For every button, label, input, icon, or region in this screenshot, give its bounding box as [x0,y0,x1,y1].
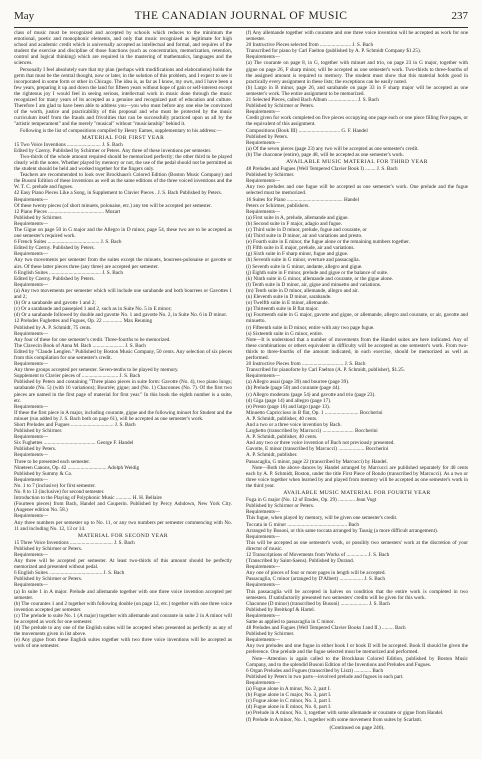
text-line: Published by Schirmer or Peters. [246,103,315,110]
text-line: (i) Seventh suite in G minor, andante, allegro and gigue. [246,263,363,270]
text-line: No. 1 to 7 (inclusive) for first semester. [14,482,96,489]
text-line: Introduction to the Playing of Polyphonic Music ............ H. H. Bellaire [14,495,162,502]
text-line: Any one of pieces of four or more pages in length will be accepted. [246,570,386,577]
text-line: Requirements— [246,208,280,215]
text-line: Published by Schirmer. [246,172,295,179]
text-line: Transcribed for pianoforte by Carl Faelton (A. P. Schmidt, publisher), $1.25. [246,367,405,374]
text-line: 15 Three Voice Inventions ................................. J. S. Bach [14,539,135,546]
text-line: (m) Tenth suite in D minor, allemande, allegro and air. [246,287,359,294]
text-line: Requirements— [14,476,48,483]
text-line: (a) The courante on page 8, in G, together with minuet and trio, on page 23 in G major, together with gigue on page 26, F sharp minor, will be accepted as one semester's work. Two-thirds to three-fourths of the assigned amount is required to memory. The student must show that this material holds good in practically every assignment in these lists; the exceptions can be easily noted. [246,60,468,85]
text-line: Teachers are recommended to look over Brockhaus's Colored Edition (Boston Music Company) and the Busoni Edition of these inventions as well as the same editions of the three voiced inventions and the W. T. C. prelude and fugues. [14,172,232,191]
text-line: And a two or a three voice invention by Bach. [246,422,342,428]
text-line: Published by Breitkopf & Hartel. [246,606,316,613]
text-line: Requirements— [246,178,280,185]
text-line: (f) Fifth suite in E major, prelude, air and variations. [246,245,355,252]
text-line: Requirements— [14,513,48,520]
text-line: (b) Prelude (page 50) and courante (page 44). [246,385,341,392]
text-line: Requirements— [14,251,48,258]
text-line: A. P. Schmidt, publisher. [246,452,298,459]
text-line: Compositions (Book III) ................................ G. F. Handel [246,127,368,134]
text-line: Fuga in G major (No. 12 of Etudes, Op. 29) ............. Jean Vogt [246,497,377,504]
text-line: Short Preludes and Fugues ................................. J. S. Bach [14,422,136,428]
text-line: Same as applied to passacaglia in C minor. [246,619,335,625]
text-line: (a) Any two movements per semester which will include one sarabande and both bourrees or Gavottes 1 and 2; [14,287,232,301]
text-line: A. P. Schmidt, publisher, 40 cents. [246,434,318,441]
text-line: Any two preludes and one fugue will be accepted as one semester's work. One prelude and the fugue selected must be memorized. [246,184,468,197]
text-line: Larghetto (transcribed by Marcucci) ........................ Boccherini [246,428,378,435]
text-line: Requirements— [246,139,280,146]
text-line: Any four of these for one semester's credit. Three-fourths to be memorized. [14,336,171,343]
text-line: 48 Preludes and Fugues (Well Tempered Clavier Book I) ........ J. S. Bach [246,166,398,173]
text-line: The Clavecin Book of Anna M. Bach ........................ J. S. Bach [14,342,146,349]
text-line: Published by A. P. Schmidt, 75 cents. [14,324,92,331]
text-line: 15 Two Voice Inventions .......................... J. S. Bach [14,141,123,148]
text-line: Requirements— [14,220,48,227]
header-month: May [14,10,35,22]
text-line: Note—Both the above dances by Handel arranged by Marcucci are published separately for 40 cents each by A. P. Schmidt, Boston, under the title First Piece of Rondo (transcribed by Marcucci). As a two or three voice together when learned by and played from memory will be accepted as one semester's work in the third year. [246,464,468,489]
text-line: (c) Or a sarabande and passepied 1 and 2, such as in Suite No. 5 in E minor; [14,306,172,313]
text-line: Gavotte, E minor (transcribed by Marcucci) .................... Boccherini [246,446,389,453]
text-line: Published by Summy & Co. [14,470,73,477]
text-line: Published by Schirmer. [14,428,63,435]
text-line: Edited by Czerny. Published by Schirmer or Peters. Any three of these inventions per semester. [14,147,212,154]
text-line: (b) Second suite in F major, adagio and fugue. [246,220,343,227]
text-line: Any two preludes and one fugue in either book I or book II will be accepted. Book II should be given the preference. One prelude and the fugue selected must be memorized and performed. [246,643,468,656]
text-line: (b) The courantes 1 and 2 together with following double (on page 12, etc.) together with one three voice invention accepted per semester. [14,600,232,613]
text-line: (e) Any gigue from these English suites together with two three voice inventions will be accepted as work of one semester. [14,637,232,650]
text-line: Note—Attention is again called to the Brockhaus Colored Edition, published by Boston Music Company, and to the splendid Busoni Edition of the Inventions and Preludes and Fugues. [246,655,468,668]
section-heading: AVAILABLE MUSIC MATERIAL FOR FOURTH YEAR [283,490,431,497]
text-line: Edited by Czerny. Published by Peters. [14,275,95,282]
text-line: This fugue, when played by memory, will be given one semester's credit. [246,515,398,522]
text-line: This passacaglia will be accepted in halves on condition that the entire work is completed in two semesters. If satisfactorily presented two semesters' credits will be given for this work. [246,588,468,601]
text-line: A. P. Schmidt, publisher, 40 cents. [246,415,318,422]
text-line: (f) Prelude in A minor, No. 1, together with some movement from suites by Scarlatti. [246,716,423,723]
text-line: (d) The prelude to any one of the English suites will be accepted when presented as perfectly as any of the movements given in list above. [14,625,232,638]
page-number: 237 [451,10,468,22]
text-line: (d) Fugue alone in E minor, No. 6, part I. [246,704,332,711]
text-line: Any three will be accepted per semester. At least two-thirds of this amount should be perfectly memorized and presented without pedal. [14,558,232,571]
text-line: 6 English Suites ........................................ J. S. Bach [14,269,123,276]
text-line: Credit given for work completed on five pieces occupying one page each or one piece filling five pages, or the equivalent of this assignment. [246,115,468,128]
text-line: (d) Third suite in D minor, air and variations and presto. [246,233,363,240]
text-line: (Fourteen pieces) from Bach, Handel and Couperin. Published by Percy Ashdown, New York City. (Augener edition No. 58.) [14,501,232,514]
text-line: 6 Organ Preludes and Fugues (transcribed by Liszt) ............. Bach [246,667,384,674]
text-line: Published by Schirmer. [14,214,63,221]
text-line: (f) Any allemande together with courante and one three voice invention will be accepted as work for one semester. [246,30,468,43]
text-line: And any two or three voice invention of Bach not previously presented. [246,440,395,447]
text-line: Requirements— [14,582,48,589]
text-line: Edited by Czerny. Published by Peters. [14,245,95,252]
text-line: (p) Thirteenth suite in B flat major. [246,306,319,313]
text-line: Two-thirds of the whole amount required should be memorized perfectly; the other third to be played clearly with the notes. Whether played by memory or not, the use of the pedal should not be permitted as the student should be held and worked together for the fingers only. [14,153,232,173]
text-line: Any three groups accepted per semester. Seven-tenths to be played by memory. [14,367,179,374]
text-line: Any two movements per semester from the suites except the minuets, bourrees-polonaise or gavotte or airs. Of these latter pieces three (any three) are accepted per semester. [14,257,232,270]
text-line: Requirements— [14,403,48,410]
text-line: (k) Ninth suite in G minor, allemande and courante, or the gigue alone. [246,275,394,282]
text-line: Published by Peters and containing "Three piano pieces in suite form: Gavotte (No. 4), two piano lungs; sarabande (No. 5) (with 16 variations); Bourrée; gigue; and (No. 1) Chaconnes (No. 7). Of the first two pieces are named in the first page of material for first year." In this book the eighth number is a suite, etc. [14,379,232,404]
text-line: 20 Instructive Pieces from ................................ J. S. Bach [246,361,366,368]
text-line: Six Fughettes ........................................ George F. Handel [14,440,134,447]
text-line: (r) Fifteenth suite in D minor, entire with any two page fugue. [246,324,375,331]
text-line: class of music must be recognized and accepted by schools which reduces to the minimum the emotional, poetic and monophonic elements, and only that music recognized as legitimate for high school and academic credit which is universally accepted as intellectual and formal, and requires of the student the exercise and discipline of those functions (such as concentration, memorization, retention, control and logical thinking) which are required in the mastering of mathematics, languages and the sciences. [14,30,232,67]
text-line: (j) Eighth suite in F minor, prelude and gigue or the balance of suite. [246,269,389,276]
text-line: Requirements— [14,434,48,441]
text-line: Requirements— [246,373,280,380]
text-line: Requirements— [14,330,48,337]
text-line: Requirements— [246,637,280,644]
text-line: 21 Selected Pieces, called Bach Album ...................... J. S. Bach [246,97,379,104]
text-line: (b) Largo in B minor, page 26, and sarabande on page 33 in F sharp major will be accepted as one semester's work. The entire assignment to be memorized. [246,84,468,97]
text-line: (a) In suite 1 in A major. Prelude and allemande together with one three voice invention accepted per semester. [14,588,232,601]
text-line: Requirements— [246,54,280,61]
text-line: 20 Instructive Pieces selected from ........................ J. S. Bach [246,42,374,49]
text-line: (c) Third suite in D minor, prelude, fugue and courante, or [246,227,367,233]
text-line: Personally I feel absolutely sure that my plan (perhaps with modifications and elaborations) holds the germ that must be the central thought, now or later, in the solution of this problem, and I expect to see it incorporated in some form or other in Chicago. The idea is, as far as I know, my own, and I have been a few years, preparing it up and down the land for fifteen years without hope of gain or self-interest except the righteous joy I would feel in seeing serious, intellectual work in music done through the music recognized for many years of its accepted as a genuine and recognized part of education and culture. Therefore I am glad to have been able to address you—you who must before any one else be convinced of the worth, justice and practicability of this proposal and who must be protected by the music curriculum itself from the frauds and frivolities that can be successfully practiced upon us all by the "artistic temperament" and the merely "musical" without "musicianship" behind it. [14,66,232,128]
text-line: (a) Of the seven pieces (page 23) any two will be accepted as one semester's credit. [246,145,419,152]
text-line: Following is the list of compositions compiled by Henry Eames, supplementary to his address:— [20,127,222,134]
text-line: Toccata in G minor .............................................. Bach [246,521,360,528]
text-line: Requirements— [14,551,48,558]
text-line: Published by Schirmer. [246,631,295,638]
text-line: Published by Peters. [14,446,57,453]
text-line: (a) Fugue alone in A minor, No. 2, part I. [246,686,331,693]
text-line: (s) Sixteenth suite in G minor, entire. [246,330,324,337]
text-line: Requirements— [14,281,48,288]
text-line: (c) The prelude to suite No. 1 (A major) together with allemande and courante in suite 2 in A minor will be accepted as work for one semester. [14,612,232,625]
running-header [14,10,468,24]
text-line: 12 Piano Pieces ........................................... Mozart [14,208,121,215]
text-line: (d) Or a sarabande followed by double and gavotte No. 1 and gavotte No. 2, in Suite No. 6 in D minor. [14,312,227,319]
text-line: Three to be presented each semester. [14,458,91,465]
text-line: Arranged by Busoni, or this same toccata arranged by Tausig (a more difficult arrangement). [246,527,439,534]
text-line: (b) Or a sarabande and gavotte 1 and 2; [14,300,96,307]
text-line: Published by Schirmer or Peters. [14,545,83,552]
text-line: (b) Fugue alone in C major, No. 3, part I. [246,692,332,699]
text-line: (Transcribed by Saint-Saens). Published by Durand. [246,558,355,565]
text-line: Passacaglia, C minor (arranged by D'Albert) .................. J. S. Bach [246,576,385,583]
text-line: Edited by "Claude Lenglen." Published by Boston Music Company, 50 cents. Any selection of six pieces from this compilation for one semester's credit. [14,348,232,361]
text-line: Requirements— [246,564,280,571]
text-line: Transcribed for piano by Carl Faelton (published by A. P. Schmidt Company $1.25). [246,48,422,55]
text-line: Note—It is understood that a number of movements from the Handel suites are here indicated. Any of these combinations or others equivalent in difficulty will be accepted as one semester's work. From two-thirds to three-fourths of the amount indicated, in each exercise, should be memorized as well as performed. [246,336,468,361]
text-line: Requirements— [14,361,48,368]
text-line: Published by Schirmer or Peters. [246,503,315,510]
text-line: (a) First suite in A, prelude, allemande and gigue. [246,214,349,221]
text-line: Peters or Schirmer, publishers. [246,202,310,209]
text-line: Any three numbers per semester up to No. 11, or any two numbers per semester commencing with No. 11 and including No. 12, 13 or 14. [14,519,232,532]
text-line: Passacaglia, G minor, page 22 (transcribed by Marcucci) by Handel. [246,458,388,465]
text-line: Published by Schirmer or Peters. [14,576,83,583]
text-line: Chaconne (D minor) (transcribed by Busoni) ..................... J. S. Bach [246,600,390,607]
section-heading: AVAILABLE MUSIC MATERIAL FOR THIRD YEAR [286,158,428,165]
text-line: Requirements— [246,109,280,116]
text-line: 42 Easy Piano Pieces Like a Song, in Supplement to Clavier Pieces . J. S. Bach Published by Peters. [14,190,222,197]
text-line: If these the first piece in A major, including courante, gigue and the following minuet for Student and the minuet (run added by J. S. Bach both on page 61), will be accepted as one semester's work. [14,409,232,422]
text-line: (e) Prelude in A minor, No. 1, together with some allemande or courante or gigue from Handel. [246,710,444,717]
text-line: Minuetto Capriccioso in B flat, Op. 1 .......................... Boccherini [246,409,383,416]
section-heading: MATERIAL FOR FIRST YEAR [81,134,165,141]
text-line: (c) Allegro moderato (page 54) and gavotte and trio (page 23). [246,391,376,398]
text-line: 16 Suites for Piano ........................................... Handel [246,196,359,203]
journal-title: THE CANADIAN JOURNAL OF MUSIC [134,10,348,22]
text-line: Requirements— [14,196,48,203]
text-line: 6 English Suites ......................................... J. S. Bach [14,570,125,577]
text-line: (b) The chaconne (entire), page 48, will be accepted as one semester's work. [246,151,404,158]
continuation-note: (Continued on page 246). [329,724,385,731]
text-line: 12 Preludes Fughettes and Fugues, Op. 22 ............... Max Reuning [14,318,153,325]
text-line: (n) Eleventh suite in D minor, sarabande. [246,294,332,301]
text-line: (a) Allegro assai (page 39) and bourree (page 39). [246,379,350,386]
text-line: Requirements— [246,679,280,686]
text-line: Requirements— [246,582,280,589]
text-line: (g) Sixth suite in F sharp minor, fugue and gigue. [246,251,349,258]
text-line: Requirements— [246,533,280,540]
text-line: Published by Peters in two parts—involved prelude and fugues in each part. [246,673,404,680]
text-line: Requirements— [246,612,280,619]
text-line: (l) Tenth suite in D minor, air, gigue and minuetto and variations. [246,281,382,288]
text-line: (o) Twelfth suite in E minor, allemande. [246,300,329,307]
text-line: Supplement to Clavier pieces of ............................ J. S. Bach [14,373,141,380]
text-line: (d) Giga (page 14) and allegro (page 17). [246,397,332,404]
text-line: (h) Seventh suite in G minor, overture and passacaglia. [246,257,360,264]
header-rule [14,27,468,28]
text-line: Of these twenty pieces (of short minuets, polonaise, etc.) any ten will be accepted per semester. [14,202,212,209]
text-line: (e) Fourth suite in E minor, the fugue alone or the remaining numbers together. [246,239,410,246]
left-column [14,30,232,751]
text-line: (e) Presto (page 16) and largo (page 13). [246,403,331,410]
text-line: This will be accepted as one semester's work, or possibly two semesters' work at the discretion of your director of music. [246,539,468,552]
text-line: 48 Preludes and Fugues (Well Tempered Clavier Books I and II.) ......... Bach [246,625,406,632]
text-line: No. 8 to 13 (inclusive) for second semester. [14,489,105,496]
text-line: (q) Fourteenth suite in G major, gavotte and gigue, or allemande, allegro and courante, or air, gavotte and minuetto. [246,312,468,325]
text-line: 6 French Suites ........................................ J. S. Bach [14,239,122,246]
right-column [246,30,468,751]
section-heading: MATERIAL FOR SECOND YEAR [77,532,169,539]
text-line: Nineteen Canons, Op. 42 .............................. Adolph Weidig [14,464,140,471]
text-line: 12 Transcriptions of Movements from Works of ................ J. S. Bach [246,551,390,558]
text-line: Requirements— [246,509,280,516]
text-line: Requirements— [14,452,48,459]
text-line: The Gigue on page 50 in G major and the Allegro in D minor, page 54, these two are to be accepted as one semester's required work. [14,227,232,240]
text-line: Published by Peters. [246,133,289,140]
text-line: (c) Fugue alone in C minor, No. 3, part I. [246,698,332,705]
